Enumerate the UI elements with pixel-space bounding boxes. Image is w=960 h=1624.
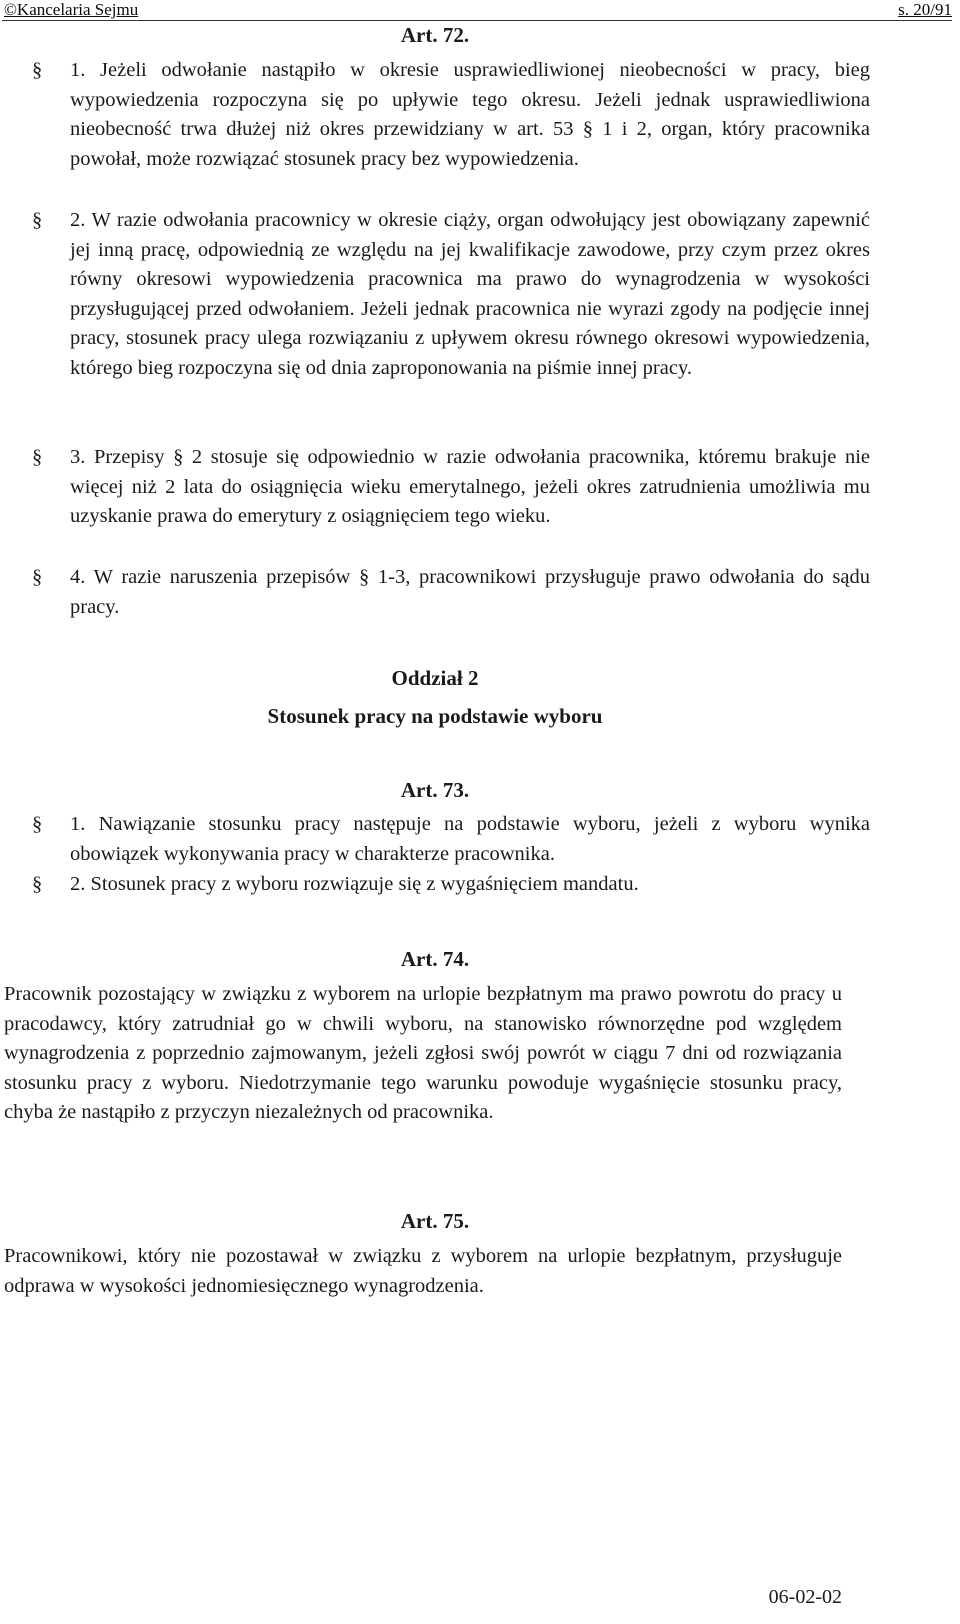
- paragraph-text: Przepisy § 2 stosuje się odpowiednio w razie odwołania pracownika, któremu brakuje nie więcej niż 2 lata do osiągnięcia wieku emerytalnego, jeżeli okres zatrudnienia umożliwia mu uzyskanie prawa do emerytury z osiągnięciem tego wieku.: [70, 446, 871, 528]
- page-header: [0, 0, 952, 22]
- paragraph-number: 1.: [70, 813, 86, 835]
- art73-paragraph-1: [32, 810, 870, 869]
- article-74-title: Art. 74.: [400, 947, 470, 971]
- art72-paragraph-3: [32, 443, 870, 532]
- paragraph-text: Stosunek pracy z wyboru rozwiązuje się z wygaśnięciem mandatu.: [90, 873, 639, 895]
- division-title: Stosunek pracy na podstawie wyboru: [267, 704, 603, 728]
- paragraph-text: Jeżeli odwołanie nastąpiło w okresie usprawiedliwionej nieobecności w pracy, bieg wypowiedzenia rozpoczyna się po upływie tego okresu. Jeżeli jednak usprawiedliwiona nieobecność trwa dłużej niż okres przewidziany w art. 53 § 1 i 2, organ, który pracownika powołał, może rozwiązać stosunek pracy bez wypowiedzenia.: [70, 59, 870, 170]
- page-number: s. 20/91: [898, 0, 952, 19]
- copyright-label: ©Kancelaria Sejmu: [4, 0, 139, 19]
- art72-paragraph-4: [32, 563, 870, 622]
- art74-paragraph: Pracownik pozostający w związku z wyborem na urlopie bezpłatnym ma prawo powrotu do pracy u pracodawcy, który zatrudniał go w chwili wyboru, na stanowisko równorzędne pod względem wynagrodzenia z poprzednio zajmowanym, jeżeli zgłosi swój powrót w ciągu 7 dni od rozwiązania stosunku pracy z wyboru. Niedotrzymanie tego warunku powoduje wygaśnięcie stosunku pracy, chyba że nastąpiło z przyczyn niezależnych od pracownika.: [4, 983, 842, 1124]
- division-heading: Oddział 2: [391, 666, 479, 690]
- paragraph-text: W razie naruszenia przepisów § 1-3, pracownikowi przysługuje prawo odwołania do sądu pracy.: [70, 566, 870, 618]
- section-symbol: §: [32, 566, 43, 588]
- header-divider: [2, 20, 952, 21]
- section-symbol: §: [32, 209, 43, 231]
- section-symbol: §: [32, 446, 43, 468]
- footer-date: 06-02-02: [768, 1586, 842, 1608]
- section-symbol: §: [32, 873, 43, 895]
- article-73-title: Art. 73.: [400, 778, 470, 802]
- paragraph-number: 1.: [70, 59, 86, 81]
- art72-paragraph-1: [32, 56, 870, 174]
- art72-paragraph-2: [32, 206, 870, 384]
- article-72-title: Art. 72.: [400, 23, 470, 47]
- paragraph-number: 3.: [70, 446, 86, 468]
- paragraph-text: W razie odwołania pracownicy w okresie ciąży, organ odwołujący jest obowiązany zapewnić jej inną pracę, odpowiednią ze względu na jej kwalifikacje zawodowe, przy czym przez okres równy okresowi wypowiedzenia pracownica ma prawo do wynagrodzenia w wysokości przysługującej przed odwołaniem. Jeżeli jednak pracownica nie wyrazi zgody na podjęcie innej pracy, stosunek pracy ulega rozwiązaniu z upływem okresu równego okresowi wypowiedzenia, którego bieg rozpoczyna się od dnia zaproponowania na piśmie innej pracy.: [70, 209, 870, 379]
- paragraph-number: 4.: [70, 566, 86, 588]
- article-75-title: Art. 75.: [400, 1209, 470, 1233]
- section-symbol: §: [32, 59, 43, 81]
- paragraph-text: Nawiązanie stosunku pracy następuje na podstawie wyboru, jeżeli z wyboru wynika obowiązek wykonywania pracy w charakterze pracownika.: [70, 813, 870, 865]
- paragraph-number: 2.: [70, 873, 86, 895]
- paragraph-number: 2.: [70, 209, 86, 231]
- section-symbol: §: [32, 813, 43, 835]
- art73-paragraph-2: [32, 870, 870, 900]
- art75-paragraph: Pracownikowi, który nie pozostawał w związku z wyborem na urlopie bezpłatnym, przysługuje odprawa w wysokości jednomiesięcznego wynagrodzenia.: [4, 1245, 842, 1297]
